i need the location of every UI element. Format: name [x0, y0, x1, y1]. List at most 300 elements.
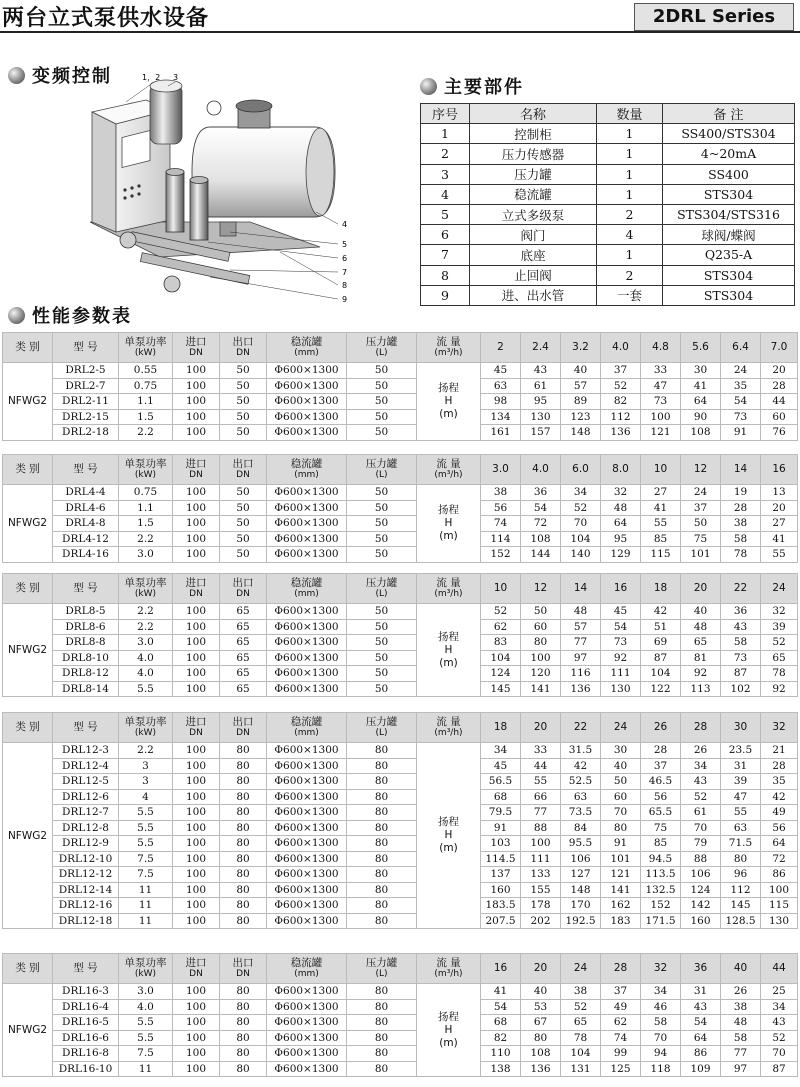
col-header-text: DN	[236, 968, 250, 979]
head-value-cell: 54	[481, 999, 521, 1015]
tank-cell: Φ600×1300	[267, 394, 347, 410]
head-value-cell: 45	[481, 363, 521, 379]
section-vfd-label: 变频控制	[32, 66, 112, 87]
perf-row	[3, 913, 798, 929]
col-header	[267, 333, 347, 363]
head-value-cell: 145	[481, 681, 521, 697]
inlet-cell: 100	[173, 547, 220, 563]
inlet-cell: 100	[173, 882, 220, 898]
head-value-cell: 54	[521, 500, 561, 516]
head-value-cell: 91	[721, 425, 761, 441]
col-header-text: DN	[236, 727, 250, 738]
model-cell: DRL4-6	[53, 500, 119, 516]
head-value-cell: 78	[761, 666, 798, 682]
outlet-cell: 80	[220, 999, 267, 1015]
col-header-text: 类 别	[15, 721, 40, 733]
head-value-cell: 33	[521, 743, 561, 759]
inlet-cell: 100	[173, 604, 220, 620]
col-header-text: DN	[236, 588, 250, 599]
perf-row	[3, 531, 798, 547]
parts-cell: 1	[597, 124, 663, 144]
tank-cell: Φ600×1300	[267, 743, 347, 759]
parts-cell: 9	[421, 285, 470, 305]
section-parts-title	[420, 73, 524, 99]
outlet-cell: 80	[220, 984, 267, 1000]
inlet-cell: 100	[173, 1061, 220, 1077]
outlet-cell: 80	[220, 882, 267, 898]
tank-cell: Φ600×1300	[267, 619, 347, 635]
head-value-cell: 50	[601, 774, 641, 790]
perf-row	[3, 1030, 798, 1046]
head-value-cell: 108	[521, 531, 561, 547]
head-value-cell: 155	[521, 882, 561, 898]
power-cell: 11	[119, 1061, 173, 1077]
power-cell: 5.5	[119, 805, 173, 821]
head-value-cell: 70	[601, 805, 641, 821]
col-header-text: (mm)	[294, 469, 319, 480]
power-cell: 4.0	[119, 650, 173, 666]
outlet-cell: 80	[220, 913, 267, 929]
col-header-text: 流 量	[436, 457, 461, 470]
callout-label: 7	[342, 268, 348, 277]
head-label-text: 扬程	[438, 503, 459, 516]
head-value-cell: 36	[521, 485, 561, 501]
head-value-cell: 109	[681, 1061, 721, 1077]
flow-header: 32	[761, 713, 798, 743]
col-header	[53, 455, 119, 485]
perf-row	[3, 743, 798, 759]
model-cell: DRL12-9	[53, 836, 119, 852]
head-value-cell: 100	[641, 409, 681, 425]
head-value-cell: 56	[481, 500, 521, 516]
head-value-cell: 65	[681, 635, 721, 651]
parts-cell: 1	[597, 164, 663, 184]
head-value-cell: 113	[681, 681, 721, 697]
col-header-text: 流 量	[436, 576, 461, 589]
head-value-cell: 49	[601, 999, 641, 1015]
head-value-cell: 171.5	[641, 913, 681, 929]
head-value-cell: 112	[721, 882, 761, 898]
head-value-cell: 58	[721, 635, 761, 651]
outlet-cell: 80	[220, 805, 267, 821]
model-cell: DRL8-10	[53, 650, 119, 666]
ptank-cell: 50	[347, 378, 417, 394]
col-header-text: (kW)	[134, 469, 157, 480]
head-value-cell: 116	[561, 666, 601, 682]
head-value-cell: 63	[561, 789, 601, 805]
flow-header: 3.2	[561, 333, 601, 363]
head-value-cell: 100	[521, 650, 561, 666]
head-value-cell: 104	[481, 650, 521, 666]
outlet-cell: 65	[220, 650, 267, 666]
head-value-cell: 133	[521, 867, 561, 883]
col-header	[417, 333, 481, 363]
ptank-cell: 80	[347, 867, 417, 883]
outlet-cell: 80	[220, 789, 267, 805]
inlet-cell: 100	[173, 758, 220, 774]
head-label-text: 扬程	[438, 630, 459, 643]
head-label-text: (m)	[439, 529, 458, 542]
outlet-cell: 80	[220, 836, 267, 852]
head-value-cell: 90	[681, 409, 721, 425]
power-cell: 4	[119, 789, 173, 805]
head-value-cell: 86	[761, 867, 798, 883]
parts-cell: 球阀/蝶阀	[663, 225, 795, 245]
callout-label: 1，2	[142, 73, 161, 82]
flow-header: 18	[481, 713, 521, 743]
flow-header: 24	[761, 574, 798, 604]
tank-cell: Φ600×1300	[267, 363, 347, 379]
tank-cell: Φ600×1300	[267, 425, 347, 441]
head-label-cell	[417, 363, 481, 441]
col-header-text: (m³/h)	[434, 727, 463, 738]
col-header-text: 流 量	[436, 715, 461, 728]
head-value-cell: 52	[561, 500, 601, 516]
perf-row	[3, 547, 798, 563]
tank-cell: Φ600×1300	[267, 650, 347, 666]
head-value-cell: 54	[601, 619, 641, 635]
category-cell: NFWG2	[3, 363, 53, 441]
header-divider	[0, 31, 800, 33]
head-value-cell: 34	[641, 984, 681, 1000]
ptank-cell: 50	[347, 619, 417, 635]
col-header	[119, 574, 173, 604]
head-label-cell	[417, 743, 481, 929]
head-value-cell: 23.5	[721, 743, 761, 759]
head-value-cell: 95	[521, 394, 561, 410]
ptank-cell: 50	[347, 500, 417, 516]
inlet-cell: 100	[173, 984, 220, 1000]
inlet-cell: 100	[173, 805, 220, 821]
head-value-cell: 50	[681, 516, 721, 532]
head-value-cell: 77	[721, 1046, 761, 1062]
tank-cell: Φ600×1300	[267, 635, 347, 651]
head-value-cell: 45	[481, 758, 521, 774]
col-header: 数量	[597, 104, 663, 124]
head-value-cell: 157	[521, 425, 561, 441]
model-cell: DRL8-5	[53, 604, 119, 620]
head-value-cell: 141	[521, 681, 561, 697]
head-value-cell: 57	[561, 619, 601, 635]
col-header: 序号	[421, 104, 470, 124]
model-cell: DRL16-5	[53, 1015, 119, 1031]
parts-cell: 进、出水管	[470, 285, 597, 305]
outlet-cell: 50	[220, 363, 267, 379]
page-title: 两台立式泵供水设备	[2, 6, 210, 31]
col-header-text: (kW)	[134, 727, 157, 738]
head-value-cell: 31.5	[561, 743, 601, 759]
col-header-text: DN	[236, 347, 250, 358]
head-value-cell: 43	[681, 774, 721, 790]
flow-header: 16	[601, 574, 641, 604]
outlet-cell: 50	[220, 485, 267, 501]
col-header	[347, 333, 417, 363]
head-value-cell: 32	[761, 604, 798, 620]
model-cell: DRL2-5	[53, 363, 119, 379]
head-value-cell: 70	[761, 1046, 798, 1062]
head-value-cell: 192.5	[561, 913, 601, 929]
tank-cell: Φ600×1300	[267, 604, 347, 620]
outlet-cell: 80	[220, 867, 267, 883]
inlet-cell: 100	[173, 681, 220, 697]
head-value-cell: 106	[561, 851, 601, 867]
model-cell: DRL4-8	[53, 516, 119, 532]
series-badge: 2DRL Series	[634, 3, 794, 31]
head-value-cell: 53	[521, 999, 561, 1015]
head-value-cell: 138	[481, 1061, 521, 1077]
head-value-cell: 101	[601, 851, 641, 867]
perf-row	[3, 650, 798, 666]
col-header-text: 流 量	[436, 956, 461, 969]
model-cell: DRL12-6	[53, 789, 119, 805]
power-cell: 1.1	[119, 500, 173, 516]
power-cell: 11	[119, 882, 173, 898]
head-value-cell: 58	[721, 1030, 761, 1046]
col-header-text: 单泵功率	[124, 956, 167, 969]
tank-cell: Φ600×1300	[267, 851, 347, 867]
tank-cell: Φ600×1300	[267, 774, 347, 790]
col-header	[220, 333, 267, 363]
col-header-text: (L)	[375, 727, 388, 738]
flow-header: 10	[481, 574, 521, 604]
head-value-cell: 38	[721, 516, 761, 532]
col-header	[53, 713, 119, 743]
model-cell: DRL4-16	[53, 547, 119, 563]
outlet-cell: 50	[220, 531, 267, 547]
perf-row	[3, 516, 798, 532]
inlet-cell: 100	[173, 650, 220, 666]
parts-cell: 1	[597, 144, 663, 164]
head-label-text: 扬程	[438, 1010, 459, 1023]
flow-header: 22	[561, 713, 601, 743]
perf-row	[3, 394, 798, 410]
ptank-cell: 80	[347, 774, 417, 790]
perf-table-drl4	[2, 454, 798, 563]
col-header	[220, 574, 267, 604]
head-value-cell: 152	[641, 898, 681, 914]
col-header-text: 流 量	[436, 335, 461, 348]
outlet-cell: 80	[220, 851, 267, 867]
parts-cell: 底座	[470, 245, 597, 265]
parts-row	[421, 285, 795, 305]
outlet-cell: 50	[220, 409, 267, 425]
callout-label: 3	[173, 73, 179, 82]
head-value-cell: 100	[761, 882, 798, 898]
head-value-cell: 183	[601, 913, 641, 929]
head-value-cell: 134	[481, 409, 521, 425]
tank-cell: Φ600×1300	[267, 516, 347, 532]
head-value-cell: 161	[481, 425, 521, 441]
parts-row	[421, 204, 795, 224]
tank-cell: Φ600×1300	[267, 666, 347, 682]
col-header-text: 单泵功率	[124, 576, 167, 589]
head-value-cell: 52	[681, 789, 721, 805]
perf-header-row	[3, 455, 798, 485]
head-value-cell: 24	[681, 485, 721, 501]
head-value-cell: 30	[681, 363, 721, 379]
head-value-cell: 104	[561, 531, 601, 547]
parts-cell: 一套	[597, 285, 663, 305]
perf-header-row	[3, 713, 798, 743]
head-value-cell: 45	[601, 604, 641, 620]
callout-label: 4	[342, 220, 348, 229]
head-value-cell: 129	[601, 547, 641, 563]
parts-cell: STS304	[663, 265, 795, 285]
head-value-cell: 67	[521, 1015, 561, 1031]
inlet-cell: 100	[173, 485, 220, 501]
col-header-text: 稳流罐	[290, 576, 323, 589]
inlet-cell: 100	[173, 999, 220, 1015]
col-header	[417, 455, 481, 485]
power-cell: 3.0	[119, 547, 173, 563]
perf-row	[3, 363, 798, 379]
perf-row	[3, 882, 798, 898]
ptank-cell: 50	[347, 650, 417, 666]
power-cell: 11	[119, 913, 173, 929]
outlet-cell: 50	[220, 516, 267, 532]
head-value-cell: 113.5	[641, 867, 681, 883]
head-value-cell: 42	[761, 789, 798, 805]
perf-row	[3, 485, 798, 501]
parts-cell: 2	[597, 204, 663, 224]
head-value-cell: 148	[561, 882, 601, 898]
col-header-text: 型 号	[73, 582, 98, 594]
inlet-cell: 100	[173, 531, 220, 547]
head-value-cell: 44	[521, 758, 561, 774]
tank-cell: Φ600×1300	[267, 867, 347, 883]
head-value-cell: 28	[721, 500, 761, 516]
col-header-text: 单泵功率	[124, 715, 167, 728]
col-header-text: 压力罐	[365, 715, 398, 728]
head-value-cell: 34	[761, 999, 798, 1015]
bullet-icon	[8, 307, 25, 324]
head-value-cell: 64	[681, 394, 721, 410]
ptank-cell: 50	[347, 485, 417, 501]
flow-header: 6.4	[721, 333, 761, 363]
power-cell: 1.5	[119, 409, 173, 425]
head-value-cell: 80	[521, 1030, 561, 1046]
parts-cell: 1	[597, 184, 663, 204]
perf-header-row	[3, 954, 798, 984]
perf-table-drl2	[2, 332, 798, 441]
tank-cell: Φ600×1300	[267, 913, 347, 929]
head-value-cell: 140	[561, 547, 601, 563]
flow-header: 12	[681, 455, 721, 485]
tank-cell: Φ600×1300	[267, 805, 347, 821]
head-value-cell: 55	[761, 547, 798, 563]
parts-cell: 4~20mA	[663, 144, 795, 164]
power-cell: 3	[119, 774, 173, 790]
category-cell: NFWG2	[3, 485, 53, 563]
power-cell: 5.5	[119, 1015, 173, 1031]
col-header	[53, 574, 119, 604]
bullet-icon	[8, 67, 25, 84]
ptank-cell: 80	[347, 836, 417, 852]
outlet-cell: 50	[220, 378, 267, 394]
head-value-cell: 48	[721, 1015, 761, 1031]
model-cell: DRL12-5	[53, 774, 119, 790]
outlet-cell: 50	[220, 425, 267, 441]
col-header-text: 类 别	[15, 341, 40, 353]
flow-header: 2.4	[521, 333, 561, 363]
outlet-cell: 80	[220, 758, 267, 774]
model-cell: DRL12-3	[53, 743, 119, 759]
head-value-cell: 60	[601, 789, 641, 805]
head-value-cell: 20	[761, 500, 798, 516]
head-value-cell: 70	[681, 820, 721, 836]
inlet-cell: 100	[173, 1030, 220, 1046]
col-header-text: 压力罐	[365, 335, 398, 348]
tank-cell: Φ600×1300	[267, 485, 347, 501]
model-cell: DRL8-14	[53, 681, 119, 697]
ptank-cell: 80	[347, 851, 417, 867]
head-value-cell: 40	[601, 758, 641, 774]
flow-header: 28	[681, 713, 721, 743]
ptank-cell: 80	[347, 743, 417, 759]
col-header	[267, 455, 347, 485]
head-value-cell: 80	[721, 851, 761, 867]
power-cell: 4.0	[119, 999, 173, 1015]
tank-cell: Φ600×1300	[267, 1030, 347, 1046]
model-cell: DRL12-18	[53, 913, 119, 929]
power-cell: 0.75	[119, 485, 173, 501]
col-header	[3, 713, 53, 743]
inlet-cell: 100	[173, 851, 220, 867]
outlet-cell: 65	[220, 681, 267, 697]
outlet-cell: 65	[220, 666, 267, 682]
head-value-cell: 97	[721, 1061, 761, 1077]
head-value-cell: 78	[561, 1030, 601, 1046]
head-value-cell: 64	[761, 836, 798, 852]
head-value-cell: 65	[561, 1015, 601, 1031]
col-header	[119, 455, 173, 485]
head-value-cell: 46.5	[641, 774, 681, 790]
power-cell: 7.5	[119, 867, 173, 883]
head-value-cell: 61	[681, 805, 721, 821]
head-value-cell: 39	[721, 774, 761, 790]
head-value-cell: 91	[481, 820, 521, 836]
section-perf-label: 性能参数表	[32, 306, 132, 327]
head-value-cell: 104	[641, 666, 681, 682]
head-value-cell: 80	[521, 635, 561, 651]
col-header	[173, 455, 220, 485]
head-value-cell: 136	[601, 425, 641, 441]
perf-row	[3, 774, 798, 790]
col-header-text: 进口	[185, 715, 207, 728]
col-header-text: 压力罐	[365, 576, 398, 589]
perf-row	[3, 789, 798, 805]
flow-header: 4.0	[601, 333, 641, 363]
inlet-cell: 100	[173, 619, 220, 635]
flow-header: 40	[721, 954, 761, 984]
inlet-cell: 100	[173, 898, 220, 914]
head-value-cell: 136	[561, 681, 601, 697]
col-header	[347, 954, 417, 984]
tank-cell: Φ600×1300	[267, 836, 347, 852]
head-value-cell: 132.5	[641, 882, 681, 898]
tank-cell: Φ600×1300	[267, 789, 347, 805]
head-label-text: H	[444, 1023, 453, 1036]
flow-header: 3.0	[481, 455, 521, 485]
head-value-cell: 28	[761, 758, 798, 774]
col-header-text: DN	[189, 588, 203, 599]
head-value-cell: 97	[561, 650, 601, 666]
head-value-cell: 123	[561, 409, 601, 425]
perf-row	[3, 851, 798, 867]
head-value-cell: 40	[521, 984, 561, 1000]
col-header	[220, 954, 267, 984]
ptank-cell: 80	[347, 758, 417, 774]
